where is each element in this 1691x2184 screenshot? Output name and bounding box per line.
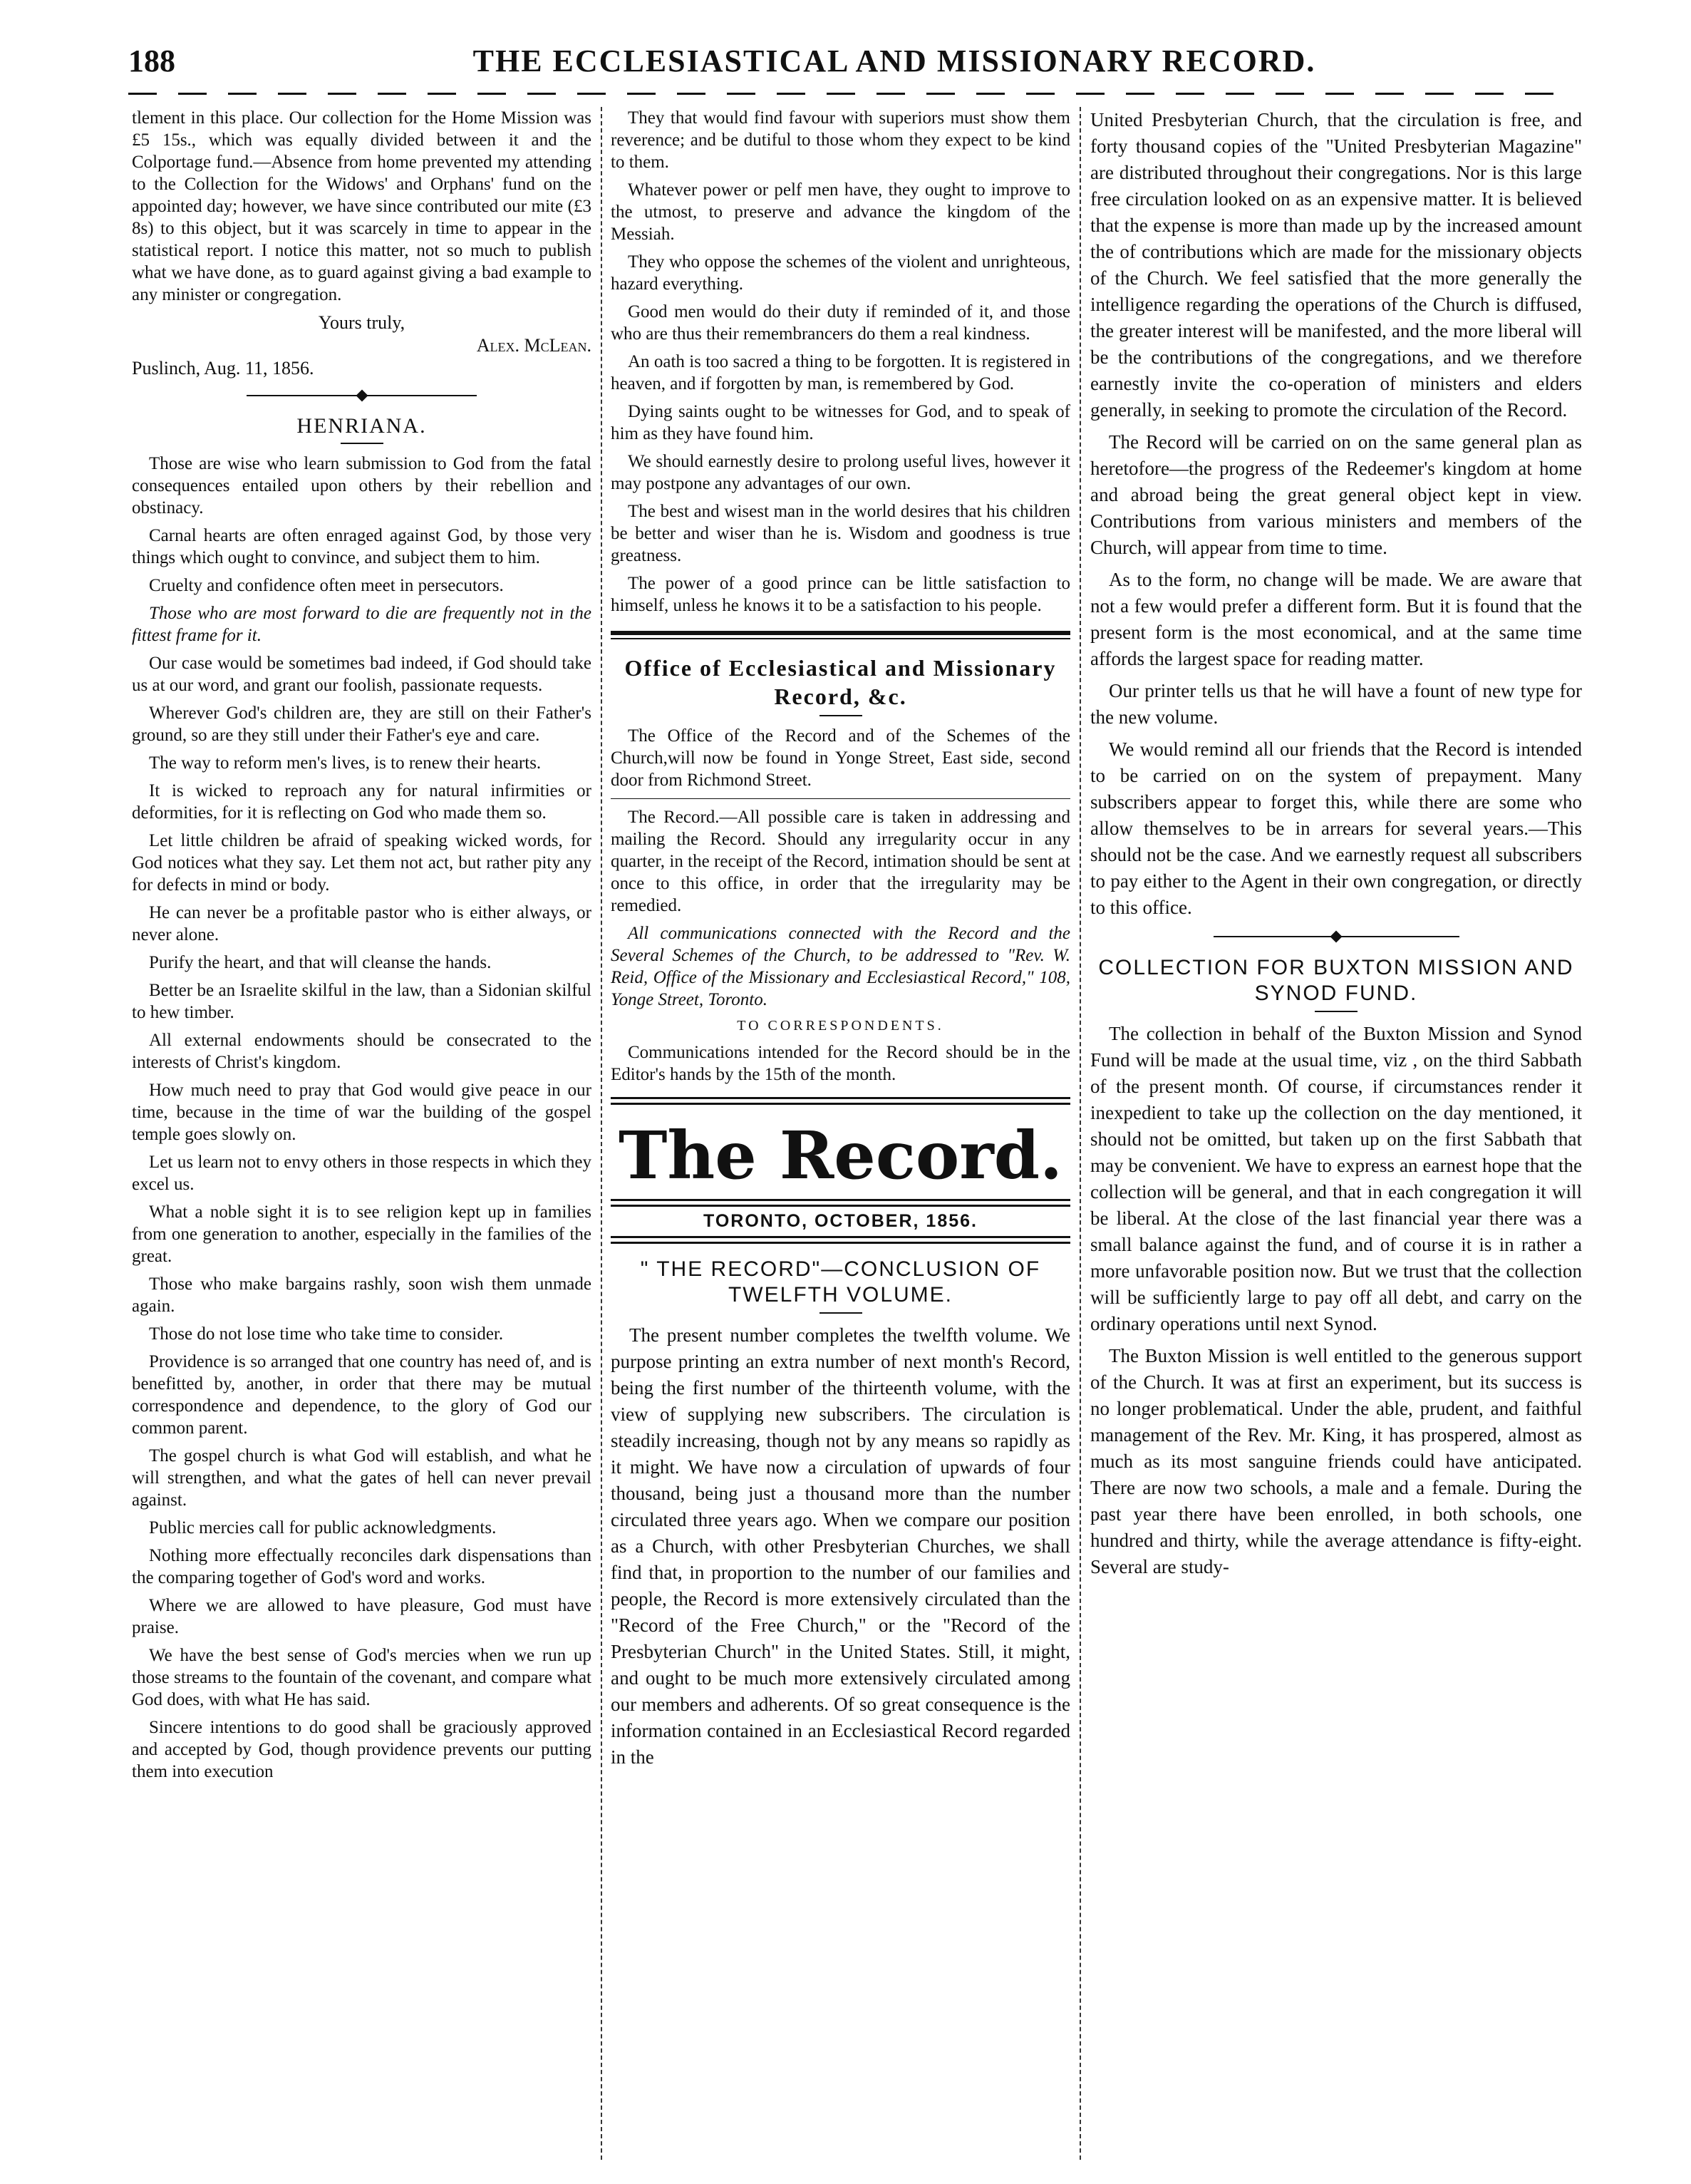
henriana-paragraph: We have the best sense of God's mercies when we run up those streams to the fountain of the covenant, and compare what God does, with what He has said. <box>132 1646 591 1709</box>
record-paragraph: Our printer tells us that he will have a fount of new type for the new volume. <box>1090 680 1582 728</box>
henriana-paragraph: Where we are allowed to have pleasure, God must have praise. <box>132 1596 591 1637</box>
letter-text: tlement in this place. Our collection for the Home Mission was £5 15s., which was equally divided between it and the Colportage fund.—Absence from home prevented my attending to the Collection for the Widows' and Orphans' fund on the appointed day; however, we have since contributed our mite (£3 8s) to this object, but it was scarcely in time to appear in the statistical report. I notice this matter, not so much to publish what we have done, as to guard against giving a bad example to any minister or congregation. <box>132 108 591 304</box>
conclusion-title: " THE RECORD"—CONCLUSION OF TWELFTH VOLUME. <box>640 1257 1041 1307</box>
henriana-paragraph: All external endowments should be consecrated to the interests of Christ's kingdom. <box>132 1031 591 1072</box>
henriana-paragraph: Purify the heart, and that will cleanse the hands. <box>149 953 492 972</box>
henriana-paragraph: The best and wisest man in the world desires that his children be better and wiser than he is. Wisdom and goodness is true greatness. <box>611 502 1070 565</box>
henriana-paragraph: Public mercies call for public acknowledgments. <box>149 1518 497 1537</box>
henriana-paragraph: Nothing more effectually reconciles dark dispensations than the comparing together of God's word and works. <box>132 1546 591 1587</box>
section-ornament <box>1090 931 1582 942</box>
office-block <box>611 725 1070 1086</box>
column-2 <box>611 107 1070 2160</box>
record-paragraph: As to the form, no change will be made. We are aware that not a few would prefer a different form. But it is found that the present form is the most economical, and at the same time affords the largest space for reading matter. <box>1090 569 1582 669</box>
henriana-paragraph: Carnal hearts are often enraged against God, by those very things which ought to convince, and subject them to him. <box>132 526 591 567</box>
section-title-henriana: HENRIANA. <box>296 414 427 438</box>
henriana-paragraph: He can never be a profitable pastor who is either always, or never alone. <box>132 903 591 944</box>
title-dash <box>819 715 862 716</box>
henriana-paragraph: The gospel church is what God will establish, and what he will strengthen, and what the gates of hell can never prevail against. <box>132 1446 591 1510</box>
henriana-paragraph: Dying saints ought to be witnesses for God, and to speak of him as they have found him. <box>611 402 1070 443</box>
office-text: The Office of the Record and of the Schemes of the Church,will now be found in Yonge Street, East side, second door from Richmond Street. <box>611 726 1070 790</box>
conclusion-paragraph: The present number completes the twelfth volume. We purpose printing an extra number of next month's Record, being the first number of the thirteenth volume, with the view of supplying new subscribers. The circulation is steadily increasing, though not by any means so rapidly as it might. We have now a circulation of upwards of four thousand, being just a thousand more than the number circulated three years ago. When we compare our position as a Church, with other Presbyterian Churches, we shall find that, in proportion to the number of our families and people, the Record is more extensively circulated than the "Record of the Free Church," or the "Record of the Presbyterian Church" in the United States. Still, it might, and ought to be much more extensively circulated among our members and adherents. Of so great consequence is the information contained in an Ecclesiastical Record regarded in the <box>611 1324 1070 1768</box>
henriana-paragraph: An oath is too sacred a thing to be forgotten. It is registered in heaven, and if forgotten by man, is remembered by God. <box>611 352 1070 393</box>
column-divider <box>601 107 602 2160</box>
henriana-paragraph: They who oppose the schemes of the violent and unrighteous, hazard everything. <box>611 252 1070 294</box>
header-rule <box>128 93 1575 95</box>
henriana-paragraph: Whatever power or pelf men have, they ought to improve to the utmost, to preserve and advance the kingdom of the Messiah. <box>611 180 1070 244</box>
collection-paragraph: The collection in behalf of the Buxton Mission and Synod Fund will be made at the usual time, viz , on the third Sabbath of the present month. Of course, if circumstances render it inexpedient to take up the collection on the day mentioned, it should not be omitted, but taken up on the first Sabbath that may be convenient. We have to express an earnest hope that the collection will be general, and that in each congregation it will be liberal. At the close of the last financial year there was a small balance against the fund, and of course it is in rather a more unfavorable position now. But we trust that the collection will be sufficiently large to pay off all debt, and carry on the ordinary operations until next Synod. <box>1090 1023 1582 1334</box>
section-ornament <box>132 390 591 401</box>
thin-rule <box>611 798 1070 799</box>
henriana-paragraph: How much need to pray that God would give peace in our time, because in the time of war the building of the gospel temple goes slowly on. <box>132 1081 591 1144</box>
correspondents-text: Communications intended for the Record should be in the Editor's hands by the 15th of the month. <box>611 1043 1070 1084</box>
henriana-paragraph: Those who make bargains rashly, soon wish them unmade again. <box>132 1274 591 1316</box>
nameplate-rule <box>611 1199 1070 1207</box>
column-1 <box>132 107 591 2160</box>
henriana-paragraph: Those do not lose time who take time to consider. <box>149 1324 504 1344</box>
title-dash <box>1315 1011 1358 1012</box>
henriana-paragraph: Providence is so arranged that one country has need of, and is benefitted by, another, in order that there may be mutual correspondence and dependence, to the glory of God our common parent. <box>132 1352 591 1438</box>
henriana-paragraph: Good men would do their duty if reminded of it, and those who are thus their remembrancers do them a real kindness. <box>611 302 1070 344</box>
henriana-paragraph: Wherever God's children are, they are still on their Father's ground, so are they still under their Father's eye and care. <box>132 704 591 745</box>
henriana-paragraph: Sincere intentions to do good shall be graciously approved and accepted by God, though providence prevents our putting them into execution <box>132 1718 591 1781</box>
henriana-paragraph: It is wicked to reproach any for natural infirmities or deformities, for it is reflecting on God who made them so. <box>132 781 591 823</box>
record-paragraph: The Record will be carried on on the same general plan as heretofore—the progress of the Redeemer's kingdom at home and abroad being the great general object kept in view. Contributions from various ministers and members of the Church, will appear from time to time. <box>1090 431 1582 558</box>
letter-signature: Alex. McLean. <box>476 335 591 356</box>
record-paragraph: We would remind all our friends that the Record is intended to be carried on on the system of prepayment. Many subscribers appear to forget this, while there are some who allow themselves to be in arrears for several years.—This should not be the case. And we earnestly request all subscribers to pay either to the Agent in their own congregation, or directly to this office. <box>1090 738 1582 918</box>
henriana-paragraph: Cruelty and confidence often meet in persecutors. <box>149 576 504 595</box>
communications-notice: All communications connected with the Record and the Several Schemes of the Church, to be addressed to "Rev. W. Reid, Office of the Missionary and Ecclesiastical Record," 108, Yonge Street, Toronto. <box>611 924 1070 1009</box>
henriana-paragraph: Those are wise who learn submission to God from the fatal consequences entailed upon others by their rebellion and obstinacy. <box>132 454 591 517</box>
conclusion-body <box>611 1322 1070 1771</box>
henriana-paragraph: Our case would be sometimes bad indeed, if God should take us at our word, and grant our foolish, passionate requests. <box>132 654 591 695</box>
henriana-paragraph: The way to reform men's lives, is to renew their hearts. <box>149 753 542 773</box>
henriana-paragraph: Better be an Israelite skilful in the law, than a Sidonian skilful to hew timber. <box>132 981 591 1022</box>
henriana-paragraph: We should earnestly desire to prolong useful lives, however it may postpone any advantages of our own. <box>611 452 1070 493</box>
masthead-title: THE ECCLESIASTICAL AND MISSIONARY RECORD. <box>472 43 1316 78</box>
henriana-paragraph: Let little children be afraid of speaking wicked words, for God notices what they say. Let them not act, but rather pity any for defects in mind or body. <box>132 831 591 895</box>
page-number: 188 <box>128 43 175 78</box>
henriana-paragraph: Those who are most forward to die are frequently not in the fittest frame for it. <box>132 604 591 645</box>
record-paragraph: United Presbyterian Church, that the circulation is free, and forty thousand copies of the "United Presbyterian Magazine" are distributed throughout their congregations. Nor is this large free circulation looked on as an expensive matter. It is believed that the expense is more than made up by the increased amount the of contributions which are made for the missionary objects of the Church. We feel satisfied that the more generally the intelligence regarding the operations of the Church is diffused, the greater interest will be manifested, and the more liberal will be the contributions of the congregations, and we therefore earnestly invite the co-operation of ministers and elders generally, in seeking to promote the circulation of the Record. <box>1090 109 1582 421</box>
section-rule <box>611 1097 1070 1105</box>
henriana-paragraph: They that would find favour with superiors must show them reverence; and be dutiful to those whom they expect to be kind to them. <box>611 108 1070 172</box>
title-dash <box>341 443 383 444</box>
dateline-rule <box>611 1236 1070 1244</box>
collection-paragraph: The Buxton Mission is well entitled to the generous support of the Church. It was at first an experiment, but its success is no longer problematical. Under the able, prudent, and faithful management of the Rev. Mr. King, it has prospered, almost as much as its most sanguine friends could have anticipated. There are now two schools, a male and a female. During the past year there have been enrolled, in both schools, one hundred and thirty, while the average attendance is fifty-eight. Several are study- <box>1090 1345 1582 1577</box>
the-record-nameplate: The Record. <box>618 1117 1063 1194</box>
letter-closing: Yours truly, <box>318 312 405 333</box>
correspondents-title: TO CORRESPONDENTS. <box>737 1018 944 1034</box>
henriana-paragraph: The power of a good prince can be little satisfaction to himself, unless he knows it to be a satisfaction to his people. <box>611 574 1070 615</box>
column-divider <box>1080 107 1081 2160</box>
section-rule <box>611 631 1070 639</box>
office-title: Office of Ecclesiastical and Missionary Record, &c. <box>624 655 1057 709</box>
henriana-paragraph: Let us learn not to envy others in those respects in which they excel us. <box>132 1153 591 1194</box>
page-header <box>128 43 1575 100</box>
title-dash <box>819 1312 862 1314</box>
column-3 <box>1090 107 1582 2160</box>
henriana-paragraph: What a noble sight it is to see religion kept up in families from one generation to another, especially in the families of the great. <box>132 1202 591 1266</box>
record-notice: The Record.—All possible care is taken in addressing and mailing the Record. Should any irregularity occur in any quarter, in the receipt of the Record, intimation should be sent at once to this office, in order that the irregularity may be remedied. <box>611 808 1070 915</box>
collection-title: COLLECTION FOR BUXTON MISSION AND SYNOD FUND. <box>1098 956 1574 1005</box>
letter-place-date: Puslinch, Aug. 11, 1856. <box>132 358 314 378</box>
dateline: TORONTO, OCTOBER, 1856. <box>703 1211 978 1231</box>
